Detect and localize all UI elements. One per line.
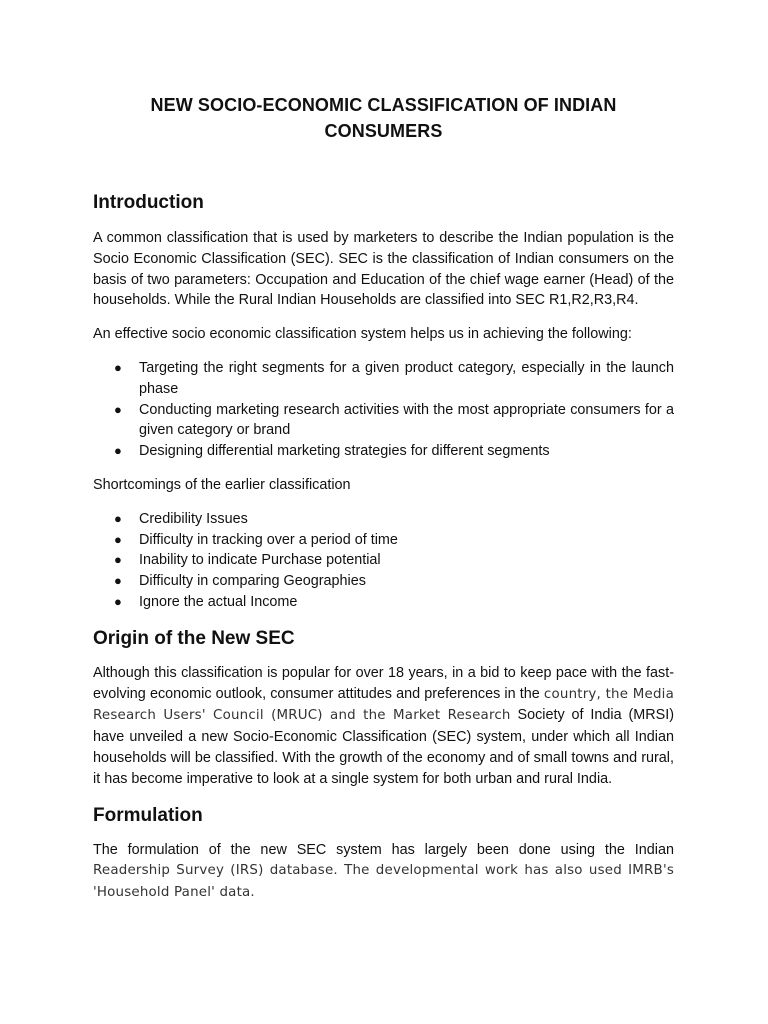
bullet-icon: ● bbox=[114, 443, 122, 459]
shortcomings-list bbox=[93, 509, 674, 613]
list-item-text: Difficulty in comparing Geographies bbox=[139, 573, 366, 590]
bullet-icon: ● bbox=[114, 531, 122, 547]
shortcomings-label: Shortcomings of the earlier classification bbox=[93, 476, 351, 493]
bullet-icon: ● bbox=[114, 510, 122, 526]
benefits-intro-paragraph: An effective socio economic classification system helps us in achieving the following: bbox=[93, 326, 632, 343]
formulation-text-start: The formulation of the new SEC system has largely been done using the Indian bbox=[93, 841, 674, 858]
introduction-paragraph: A common classification that is used by marketers to describe the Indian population is the Socio Economic Classification (SEC). SEC is the classification of Indian consumers on the basis of two parameters: Occupation and Education of the chief wage earner (Head) of the households. While the Rural Indian Households are classified into SEC R1,R2,R3,R4. bbox=[93, 230, 674, 309]
list-item-text: Conducting marketing research activities with the most appropriate consumers for a given category or brand bbox=[139, 401, 674, 439]
list-item bbox=[93, 571, 674, 592]
list-item bbox=[93, 400, 674, 442]
bullet-icon: ● bbox=[114, 573, 122, 589]
benefits-list bbox=[93, 358, 674, 462]
title-line-1: NEW SOCIO-ECONOMIC CLASSIFICATION OF INDIAN bbox=[150, 95, 617, 115]
list-item-text: Difficulty in tracking over a period of time bbox=[139, 531, 398, 548]
formulation-paragraph bbox=[93, 840, 674, 904]
section-heading-formulation: Formulation bbox=[93, 804, 203, 826]
origin-text-light: country, the Media Research Users' Council (MRUC) and the Market Research bbox=[93, 686, 674, 724]
formulation-text-light: Readership Survey (IRS) database. The developmental work has also used IMRB's 'Household Panel' data. bbox=[93, 863, 674, 901]
list-item-text: Targeting the right segments for a given product category, especially in the launch phase bbox=[139, 359, 674, 397]
list-item bbox=[93, 530, 674, 551]
bullet-icon: ● bbox=[114, 401, 122, 417]
list-item bbox=[93, 441, 674, 462]
document-title bbox=[93, 92, 674, 144]
section-heading-introduction: Introduction bbox=[93, 192, 204, 213]
origin-text-start: Although this classification is popular for over 18 years, in a bid to keep pace with the fast-evolving economic outlook, consumer attitudes and preferences in the bbox=[93, 664, 674, 702]
bullet-icon: ● bbox=[114, 552, 122, 568]
list-item bbox=[93, 592, 674, 613]
title-line-2: CONSUMERS bbox=[324, 121, 443, 141]
list-item-text: Inability to indicate Purchase potential bbox=[139, 552, 381, 569]
list-item bbox=[93, 550, 674, 571]
list-item-text: Ignore the actual Income bbox=[139, 593, 298, 610]
list-item bbox=[93, 509, 674, 530]
list-item-text: Credibility Issues bbox=[139, 510, 248, 527]
section-heading-origin: Origin of the New SEC bbox=[93, 627, 295, 649]
origin-text-end: Society of India (MRSI) have unveiled a new Socio-Economic Classification (SEC) system, under which all Indian households will be classified. With the growth of the economy and of small towns and rural, it has become imperative to look at a single system for both urban and rural India. bbox=[93, 707, 674, 787]
origin-paragraph bbox=[93, 663, 674, 790]
bullet-icon: ● bbox=[114, 593, 122, 609]
bullet-icon: ● bbox=[114, 359, 122, 375]
list-item bbox=[93, 358, 674, 400]
document-page bbox=[93, 92, 674, 904]
list-item-text: Designing differential marketing strategies for different segments bbox=[139, 443, 550, 460]
